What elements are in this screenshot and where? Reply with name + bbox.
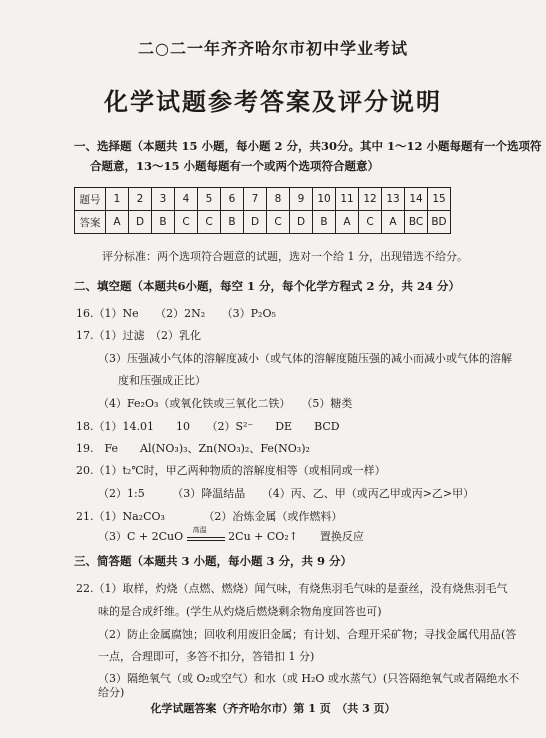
answer-line: 16.（1）Ne （2）2N₂ （3）P₂O₅ [76,307,276,320]
question-number: 10 [313,188,336,211]
document-title: 化学试题参考答案及评分说明 [104,87,442,116]
section1-title-line1: 一、选择题（本题共 15 小题，每小题 2 分，共30分。其中 1～12 小题每题有一个选项符 [74,139,542,153]
answer-line: 21.（1）Na₂CO₃ （2）冶炼金属（或作燃料） [76,510,343,523]
answer-cell: A [336,211,359,234]
table-row [75,211,451,234]
answer-cell: C [267,211,290,234]
answer-line: （2）防止金属腐蚀；回收利用废旧金属；有计划、合理开采矿物；寻找金属代用品(答 [98,628,517,641]
answer-cell: C [175,211,198,234]
reaction-condition: 高温 [192,525,207,534]
answer-line: 19. Fe Al(NO₃)₃、Zn(NO₃)₂、Fe(NO₃)₂ [76,442,310,455]
question-number: 6 [221,188,244,211]
answer-line: （3）压强减小气体的溶解度减小（或气体的溶解度随压强的减小而减小或气体的溶解 [98,352,512,365]
equation-products: 2Cu + CO₂↑ 置换反应 [228,530,364,543]
reaction-arrow [187,525,225,541]
answer-table [74,187,451,234]
question-number: 1 [106,188,129,211]
answer-line: 味的是合成纤维。(学生从灼烧后燃烧剩余物角度回答也可) [98,605,382,618]
question-number: 7 [244,188,267,211]
answer-cell: D [290,211,313,234]
question-number: 12 [359,188,382,211]
answer-cell: B [313,211,336,234]
answer-cell: D [129,211,152,234]
question-number: 3 [152,188,175,211]
section3-title: 三、简答题（本题共 3 小题，每小题 3 分，共 9 分） [74,554,353,568]
question-number: 5 [198,188,221,211]
answer-line: （3）隔绝氧气（或 O₂或空气）和水（或 H₂O 或水蒸气）(只答隔绝氧气或者隔绝水不 [98,672,520,685]
answer-cell: BC [405,211,428,234]
question-number: 11 [336,188,359,211]
answer-cell: C [359,211,382,234]
answer-cell: B [152,211,175,234]
answer-line: 一点，合理即可，多答不扣分，答错扣 1 分) [98,650,315,663]
chemical-equation [98,525,364,544]
answer-cell: A [382,211,405,234]
section2-title: 二、填空题（本题共6小题，每空 1 分，每个化学方程式 2 分，共 24 分） [74,279,461,293]
answer-line: 度和压强成正比） [118,374,206,387]
row-header: 题号 [75,188,106,211]
scoring-note: 评分标准：两个选项符合题意的试题，选对一个给 1 分，出现错选不给分。 [102,250,468,263]
answer-line: 17.（1）过滤 （2）乳化 [76,329,201,342]
answer-cell: D [244,211,267,234]
question-number: 2 [129,188,152,211]
answer-cell: C [198,211,221,234]
answer-line: 22.（1）取样，灼烧（点燃、燃烧）闻气味，有烧焦羽毛气味的是蚕丝，没有烧焦羽毛气 [76,582,508,595]
question-number: 14 [405,188,428,211]
answer-cell: B [221,211,244,234]
equals-sign [187,537,225,541]
answer-line: （2）1:5 （3）降温结晶 （4）丙、乙、甲（或丙乙甲或丙>乙>甲） [98,487,475,500]
question-number: 13 [382,188,405,211]
table-row [75,188,451,211]
section1-title-line2: 合题意，13～15 小题每题有一个或两个选项符合题意） [90,159,380,173]
row-header: 答案 [75,211,106,234]
question-number: 15 [428,188,451,211]
answer-line: 给分) [98,686,125,699]
exam-name: 二○二一年齐齐哈尔市初中学业考试 [138,39,408,58]
question-number: 9 [290,188,313,211]
answer-cell: BD [428,211,451,234]
page-footer: 化学试题答案（齐齐哈尔市）第 1 页 （共 3 页） [150,702,396,715]
answer-line: 20.（1）t₂℃时，甲乙两种物质的溶解度相等（或相同或一样） [76,464,386,477]
answer-line: （4）Fe₂O₃（或氧化铁或三氧化二铁） （5）糖类 [98,397,353,410]
question-number: 4 [175,188,198,211]
question-number: 8 [267,188,290,211]
equation-reactants: （3）C + 2CuO [98,530,184,543]
answer-cell: A [106,211,129,234]
answer-line: 18.（1）14.01 10 （2）S²⁻ DE BCD [76,420,340,433]
